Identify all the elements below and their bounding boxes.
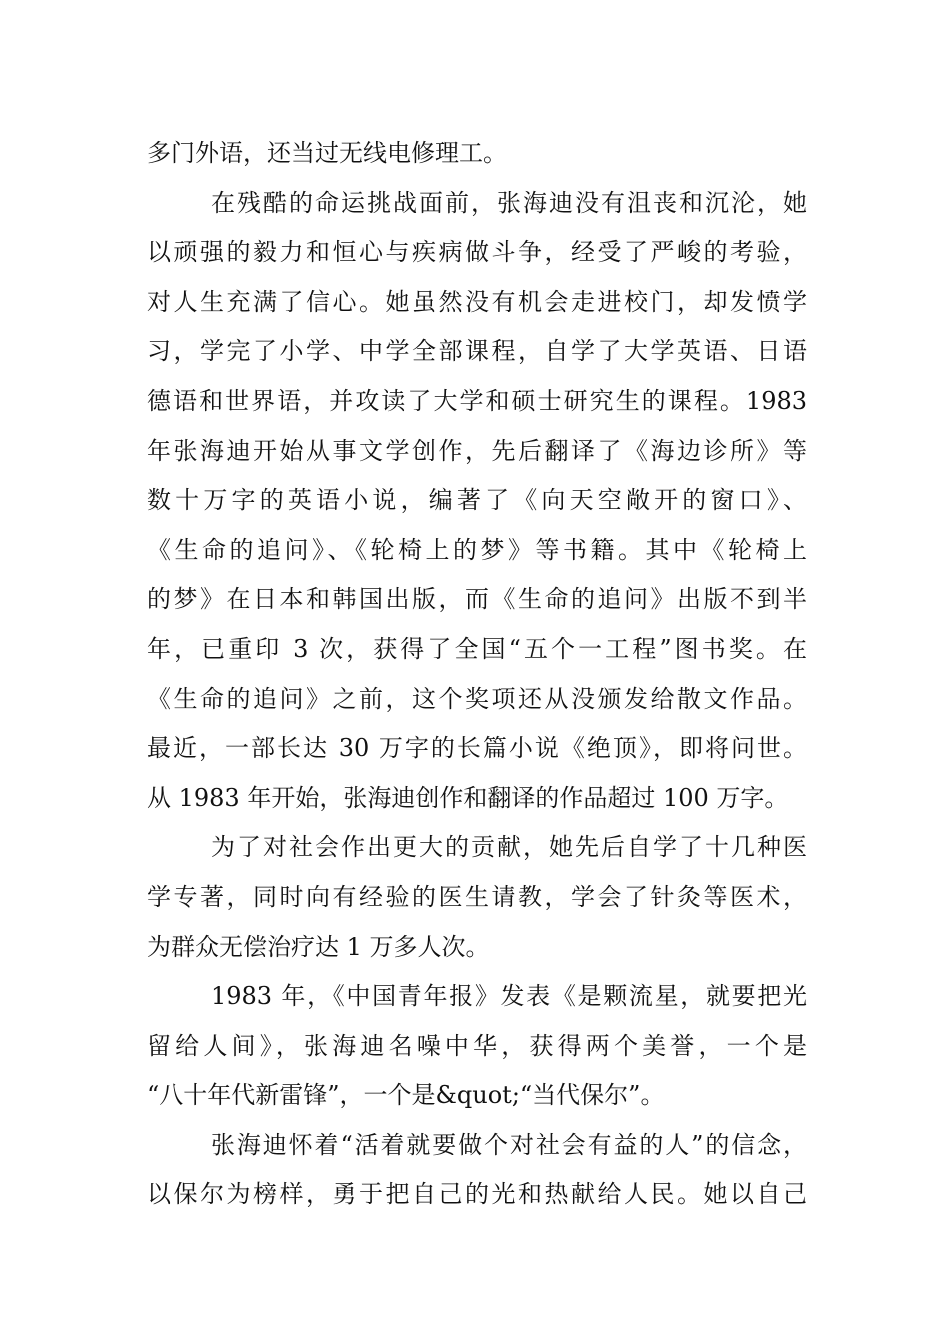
text-line: 在残酷的命运挑战面前，张海迪没有沮丧和沉沦，她 — [211, 188, 807, 217]
text-line: 对人生充满了信心。她虽然没有机会走进校门，却发愤学 — [147, 287, 807, 316]
text-line: 为群众无偿治疗达 1 万多人次。 — [147, 932, 490, 961]
text-line: 1983 年，《中国青年报》发表《是颗流星，就要把光 — [211, 982, 807, 1011]
text-line: 最近，一部长达 30 万字的长篇小说《绝顶》，即将问世。 — [147, 734, 807, 763]
text-line: 数十万字的英语小说，编著了《向天空敞开的窗口》、 — [147, 486, 807, 515]
text-line: 多门外语，还当过无线电修理工。 — [147, 139, 507, 167]
text-line: 以保尔为榜样，勇于把自己的光和热献给人民。她以自己 — [147, 1180, 807, 1209]
text-line: 学专著，同时向有经验的医生请教，学会了针灸等医术， — [147, 882, 807, 911]
text-line: “八十年代新雷锋”，一个是&quot;“当代保尔”。 — [147, 1081, 665, 1110]
text-line: 年张海迪开始从事文学创作，先后翻译了《海边诊所》等 — [147, 436, 807, 465]
text-line: 留给人间》，张海迪名噪中华，获得两个美誉，一个是 — [147, 1031, 807, 1060]
text-line: 张海迪怀着“活着就要做个对社会有益的人”的信念， — [211, 1130, 807, 1159]
text-line: 德语和世界语，并攻读了大学和硕士研究生的课程。1983 — [147, 386, 807, 415]
text-line: 《生命的追问》之前，这个奖项还从没颁发给散文作品。 — [147, 684, 807, 713]
text-line: 年，已重印 3 次，获得了全国“五个一工程”图书奖。在 — [147, 634, 807, 663]
text-line: 为了对社会作出更大的贡献，她先后自学了十几种医 — [211, 833, 807, 862]
text-line: 的梦》在日本和韩国出版，而《生命的追问》出版不到半 — [147, 585, 807, 614]
text-line: 习，学完了小学、中学全部课程，自学了大学英语、日语 — [147, 337, 807, 366]
text-line: 《生命的追问》、《轮椅上的梦》等书籍。其中《轮椅上 — [147, 535, 807, 564]
text-line: 以顽强的毅力和恒心与疾病做斗争，经受了严峻的考验， — [147, 238, 807, 267]
text-line: 从 1983 年开始，张海迪创作和翻译的作品超过 100 万字。 — [147, 783, 789, 812]
body-text — [147, 129, 807, 1220]
